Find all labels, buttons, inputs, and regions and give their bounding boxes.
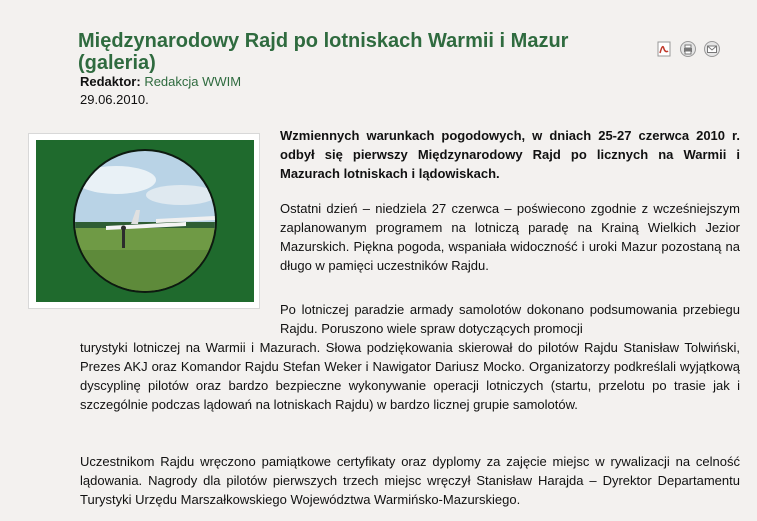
editor-name[interactable]: Redakcja WWIM xyxy=(144,74,242,89)
article-paragraph-2-bottom: turystyki lotniczej na Warmii i Mazurach. Słowa podziękowania skierował do pilotów Rajdu Stanisław Tolwiński, Prezes AKJ oraz Komandor Rajdu Stefan Weker i Nawigator Dariusz Mocko. Organizatorzy podkreślali wyjątkową dyscyplinę pilotów oraz bardzo bezpieczne wykonywanie operacji lotniczych (startu, przelotu po trasie jak i szczególnie podczas lądowań na lotniskach Rajdu) w bardzo licznej grupie samolotów. xyxy=(80,340,740,412)
article-photo[interactable] xyxy=(36,140,254,302)
email-icon[interactable] xyxy=(703,40,721,58)
editor-label: Redaktor: xyxy=(80,74,141,89)
article-editor xyxy=(80,74,241,90)
article-paragraph-1: Ostatni dzień – niedziela 27 czerwca – poświecono zgodnie z wcześniejszym zaplanowanym programem na lotniczą paradę na Krainą Wielkich Jezior Mazurskich. Piękna pogoda, wspaniała widoczność i uroki Mazur pozostaną na długo w pamięci uczestników Rajdu. xyxy=(280,201,740,273)
article-paragraph-3: Uczestnikom Rajdu wręczono pamiątkowe certyfikaty oraz dyplomy za zajęcie miejsc w rywalizacji na celność lądowania. Nagrody dla pilotów pierwszych trzech miejsc wręczył Stanisław Harajda – Dyrektor Departamentu Turystyki Urzędu Marszałkowskiego Województwa Warmińsko-Mazurskiego. xyxy=(80,454,740,507)
article-paragraph-2-top: Po lotniczej paradzie armady samolotów dokonano podsumowania przebiegu Rajdu. Poruszono wiele spraw dotyczących promocji xyxy=(280,302,740,336)
article-toolbar xyxy=(655,40,721,58)
article-date: 29.06.2010. xyxy=(80,92,149,107)
article-photo-frame[interactable] xyxy=(28,133,260,309)
print-icon[interactable] xyxy=(679,40,697,58)
article-lead: Wzmiennych warunkach pogodowych, w dniach 25-27 czerwca 2010 r. odbył się pierwszy Międzynarodowy Rajd po licznych na Warmii i Mazurach lotniskach i lądowiskach. xyxy=(280,128,740,181)
pdf-icon[interactable] xyxy=(655,40,673,58)
article-title[interactable]: Międzynarodowy Rajd po lotniskach Warmii i Mazur (galeria) xyxy=(78,30,569,74)
